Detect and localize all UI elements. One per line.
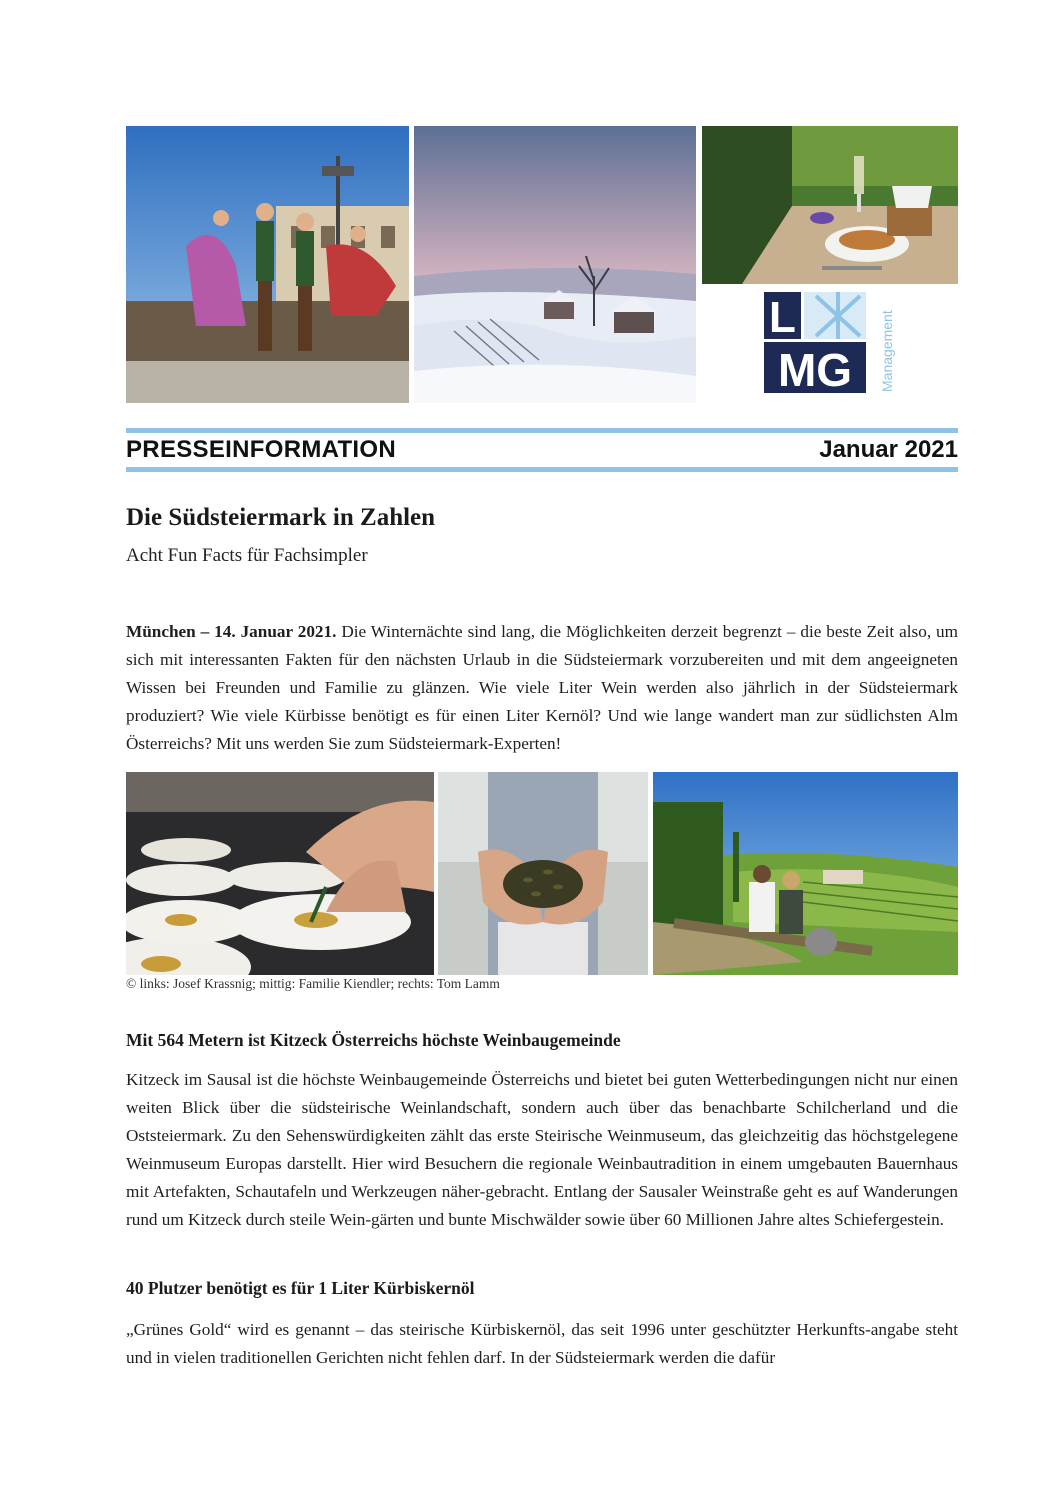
section2-body: „Grünes Gold“ wird es genannt – das steirische Kürbiskernöl, das seit 1996 unter geschützter Herkunfts-angabe steht und in vielen traditionellen Gerichten nicht fehlen darf. In der Südsteiermark werden die dafür [126, 1320, 958, 1367]
photo-caption: © links: Josef Krassnig; mittig: Familie Kiendler; rechts: Tom Lamm [126, 976, 500, 991]
section1-body: Kitzeck im Sausal ist die höchste Weinbaugemeinde Österreichs und bietet bei guten Wetterbedingungen nicht nur einen weiten Blick über die südsteirische Weinlandschaft, sondern auch über das benachbarte Schilcherland und die Oststeiermark. Zu den Sehenswürdigkeiten zählt das erste Steirische Weinmuseum, das gleichzeitig das höchstgelegene Weinmuseum Europas darstellt. Hier wird Besuchern die regionale Weinbautradition in einem umgebauten Bauernhaus mit Artefakten, Schautafeln und Werkzeugen näher-gebracht. Entlang der Sausaler Weinstraße geht es auf Wanderungen rund um Kitzeck durch steile Wein-gärten und bunte Mischwälder sowie über 60 Millionen Jahre altes Schiefergestein. [126, 1070, 958, 1229]
header-rule-bottom [126, 467, 958, 472]
section1-heading: Mit 564 Metern ist Kitzeck Österreichs höchste Weinbaugemeinde [126, 1030, 621, 1050]
intro-paragraph [126, 618, 958, 758]
lmg-logo [764, 292, 898, 394]
section2-heading: 40 Plutzer benötigt es für 1 Liter Kürbiskernöl [126, 1278, 475, 1298]
press-date: Januar 2021 [819, 436, 958, 463]
photo-folk-dancers [126, 126, 409, 403]
photo-pumpkin-seeds-hands [438, 772, 648, 975]
dateline: München – 14. Januar 2021. [126, 622, 337, 641]
photo-couple-hiking-vineyards [653, 772, 958, 975]
article-subtitle: Acht Fun Facts für Fachsimpler [126, 545, 368, 566]
logo-letter-l: L [769, 293, 796, 342]
photo-plating-dishes [126, 772, 434, 975]
photo-winter-vineyard [414, 126, 696, 403]
header-rule-top [126, 428, 958, 433]
article-title: Die Südsteiermark in Zahlen [126, 504, 436, 531]
intro-text: Die Winternächte sind lang, die Möglichkeiten derzeit begrenzt – die beste Zeit also, um sich mit interessanten Fakten für den nächsten Urlaub in die Südsteiermark vorzubereiten und mit dem angeeigneten Wissen bei Freunden und Familie zu glänzen. Wie viele Liter Wein werden also jährlich in der Südsteiermark produziert? Wie viele Kürbisse benötigt es für einen Liter Kernöl? Und wie lange wandert man zur südlichsten Alm Österreichs? Mit uns werden Sie zum Südsteiermark-Experten! [126, 622, 959, 753]
press-label: PRESSEINFORMATION [126, 436, 397, 463]
logo-letters-mg: MG [777, 344, 853, 394]
photo-food-wine-table [702, 126, 958, 284]
logo-side-text: Management [879, 310, 895, 392]
